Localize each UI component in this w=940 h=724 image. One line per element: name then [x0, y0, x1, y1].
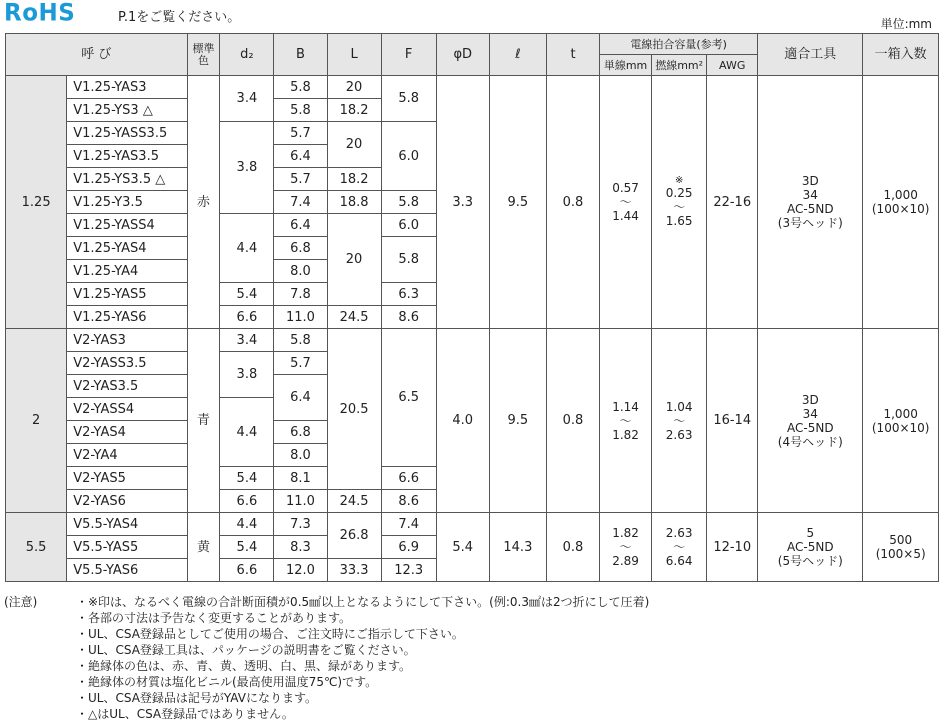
single-wire-cell: [600, 513, 652, 582]
group-size: 5.5: [6, 513, 67, 582]
part-number: V1.25-YAS4: [67, 237, 187, 260]
stranded-wire-cell: [652, 513, 707, 582]
f-cell: 5.8: [381, 237, 436, 283]
tool-cell: [758, 329, 863, 513]
tool-cell: [758, 513, 863, 582]
b-cell: 5.7: [274, 122, 327, 145]
col-hyojun: 標準色: [187, 34, 220, 76]
note-item: ・絶縁体の材質は塩化ビニル(最高使用温度75℃)です。: [76, 675, 378, 689]
part-number: V1.25-YS3 △: [67, 99, 187, 122]
note-item: ・UL、CSA登録品としてご使用の場合、ご注文時にご指示して下さい。: [76, 627, 464, 641]
part-number: V1.25-Y3.5: [67, 191, 187, 214]
note-item: ・UL、CSA登録品は記号がYAVになります。: [76, 691, 317, 705]
tool-line: 5: [806, 526, 815, 540]
stranded-max: 1.65: [665, 214, 693, 228]
part-number: V1.25-YAS6: [67, 306, 187, 329]
part-number: V1.25-YS3.5 △: [67, 168, 187, 191]
tool-cell: [758, 76, 863, 329]
b-cell: 11.0: [274, 306, 327, 329]
tool-line: 34: [802, 406, 818, 421]
part-number: V1.25-YA4: [67, 260, 187, 283]
b-cell: 7.3: [274, 513, 327, 536]
b-cell: 6.4: [274, 214, 327, 237]
tool-line: AC-5ND: [787, 420, 834, 435]
part-number: V2-YAS4: [67, 421, 187, 444]
part-number: V1.25-YASS4: [67, 214, 187, 237]
phid-cell: 4.0: [436, 329, 489, 513]
stranded-max: 2.63: [665, 427, 693, 442]
d2-cell: 4.4: [220, 398, 274, 467]
part-number: V2-YAS5: [67, 467, 187, 490]
b-cell: 5.8: [274, 99, 327, 122]
d2-cell: 5.4: [220, 283, 274, 306]
f-cell: 6.0: [381, 122, 436, 191]
b-cell: 6.8: [274, 421, 327, 444]
l-len-cell: 14.3: [489, 513, 546, 582]
d2-cell: 3.4: [220, 76, 274, 122]
d2-cell: 3.8: [220, 352, 274, 398]
l-cell: 18.2: [327, 168, 381, 191]
b-cell: 6.4: [274, 145, 327, 168]
tool-line: 34: [802, 188, 818, 202]
col-F: F: [381, 34, 436, 76]
qty-cell: [863, 329, 939, 513]
l-len-cell: 9.5: [489, 76, 546, 329]
b-cell: 5.8: [274, 76, 327, 99]
note-item: ・各部の寸法は予告なく変更することがあります。: [76, 611, 352, 625]
note-mark: ※: [674, 175, 684, 186]
notes-list: [76, 594, 649, 722]
part-number: V2-YAS6: [67, 490, 187, 513]
stranded-min: 1.04: [665, 399, 693, 414]
col-awg: AWG: [707, 55, 758, 76]
d2-cell: 4.4: [220, 513, 274, 536]
b-cell: 5.7: [274, 168, 327, 191]
phid-cell: 5.4: [436, 513, 489, 582]
tool-line: AC-5ND: [787, 202, 834, 216]
col-single: 単線mm: [600, 55, 652, 76]
l-cell: 20.5: [327, 329, 381, 490]
phid-cell: 3.3: [436, 76, 489, 329]
b-cell: 7.8: [274, 283, 327, 306]
l-cell: 18.8: [327, 191, 381, 214]
note-item: ・※印は、なるべく電線の合計断面積が0.5㎟以上となるようにして下さい。(例:0.3㎟は2つ折にして圧着): [76, 595, 650, 609]
f-cell: 8.6: [381, 490, 436, 513]
qty-line: (100×5): [875, 547, 926, 561]
range-tilde: 〜: [673, 540, 686, 554]
single-max: 1.82: [612, 427, 639, 442]
col-yobi: 呼 び: [6, 34, 188, 76]
part-number: V2-YAS3.5: [67, 375, 187, 398]
l-cell: 18.2: [327, 99, 381, 122]
tool-line: AC-5ND: [787, 540, 834, 554]
qty-cell: [863, 513, 939, 582]
col-wire-range: 電線拍合容量(参考): [600, 34, 758, 55]
f-cell: 5.8: [381, 76, 436, 122]
awg-cell: 16-14: [707, 329, 758, 513]
d2-cell: 6.6: [220, 306, 274, 329]
awg-cell: 22-16: [707, 76, 758, 329]
d2-cell: 4.4: [220, 214, 274, 283]
l-cell: 20: [327, 76, 381, 99]
note-item: ・UL、CSA登録工具は、パッケージの説明書をご覧ください。: [76, 643, 416, 657]
color-cell: 黄: [187, 513, 220, 582]
notes-label: (注意): [4, 595, 38, 609]
part-number: V5.5-YAS5: [67, 536, 187, 559]
tool-line: 3D: [801, 392, 819, 407]
col-tool: 適合工具: [758, 34, 863, 76]
range-tilde: 〜: [619, 540, 632, 554]
f-cell: 6.9: [381, 536, 436, 559]
d2-cell: 3.8: [220, 122, 274, 214]
t-cell: 0.8: [546, 76, 599, 329]
d2-cell: 6.6: [220, 490, 274, 513]
l-cell: 33.3: [327, 559, 381, 582]
col-stranded: 撚線mm²: [652, 55, 707, 76]
b-cell: 5.7: [274, 352, 327, 375]
part-number: V1.25-YAS3.5: [67, 145, 187, 168]
stranded-wire-cell: [652, 329, 707, 513]
part-number: V1.25-YASS3.5: [67, 122, 187, 145]
tool-line: (3号ヘッド): [777, 216, 843, 230]
b-cell: 8.3: [274, 536, 327, 559]
d2-cell: 5.4: [220, 536, 274, 559]
b-cell: 6.4: [274, 375, 327, 421]
color-cell: 青: [187, 329, 220, 513]
l-len-cell: 9.5: [489, 329, 546, 513]
b-cell: 6.8: [274, 237, 327, 260]
qty-line: 500: [889, 533, 913, 547]
part-number: V2-YA4: [67, 444, 187, 467]
col-d2: d₂: [220, 34, 274, 76]
tool-line: (4号ヘッド): [777, 434, 843, 449]
qty-line: 1,000: [883, 188, 918, 202]
b-cell: 11.0: [274, 490, 327, 513]
single-max: 2.89: [612, 554, 639, 568]
b-cell: 7.4: [274, 191, 327, 214]
stranded-max: 6.64: [665, 554, 693, 568]
spec-table: [5, 33, 939, 582]
l-cell: 20: [327, 214, 381, 306]
f-cell: 12.3: [381, 559, 436, 582]
d2-cell: 5.4: [220, 467, 274, 490]
part-number: V5.5-YAS6: [67, 559, 187, 582]
col-t: t: [546, 34, 599, 76]
l-cell: 24.5: [327, 306, 381, 329]
single-min: 0.57: [612, 181, 639, 195]
t-cell: 0.8: [546, 513, 599, 582]
range-tilde: 〜: [673, 413, 686, 428]
group-size: 1.25: [6, 76, 67, 329]
part-number: V2-YASS3.5: [67, 352, 187, 375]
col-phiD: φD: [436, 34, 489, 76]
f-cell: 6.6: [381, 467, 436, 490]
d2-cell: 6.6: [220, 559, 274, 582]
range-tilde: 〜: [619, 413, 632, 428]
col-qty: 一箱入数: [863, 34, 939, 76]
part-number: V1.25-YAS5: [67, 283, 187, 306]
tool-line: (5号ヘッド): [777, 554, 843, 568]
single-min: 1.82: [612, 526, 639, 540]
b-cell: 5.8: [274, 329, 327, 352]
note-item: ・△はUL、CSA登録品ではありません。: [76, 707, 294, 721]
qty-cell: [863, 76, 939, 329]
b-cell: 12.0: [274, 559, 327, 582]
color-cell: 赤: [187, 76, 220, 329]
qty-line: (100×10): [871, 420, 930, 435]
awg-cell: 12-10: [707, 513, 758, 582]
b-cell: 8.0: [274, 444, 327, 467]
part-number: V1.25-YAS3: [67, 76, 187, 99]
range-tilde: 〜: [619, 195, 632, 209]
part-number: V2-YAS3: [67, 329, 187, 352]
qty-line: (100×10): [871, 202, 930, 216]
f-cell: 8.6: [381, 306, 436, 329]
f-cell: 6.0: [381, 214, 436, 237]
b-cell: 8.1: [274, 467, 327, 490]
b-cell: 8.0: [274, 260, 327, 283]
part-number: V5.5-YAS4: [67, 513, 187, 536]
part-number: V2-YASS4: [67, 398, 187, 421]
single-min: 1.14: [612, 399, 639, 414]
single-wire-cell: [600, 76, 652, 329]
f-cell: 6.3: [381, 283, 436, 306]
f-cell: 5.8: [381, 191, 436, 214]
range-tilde: 〜: [673, 200, 686, 214]
single-max: 1.44: [612, 209, 639, 223]
group-size: 2: [6, 329, 67, 513]
reference-note: P.1をご覧ください。: [118, 10, 241, 25]
unit-label: 単位:mm: [880, 17, 932, 31]
l-cell: 26.8: [327, 513, 381, 559]
d2-cell: 3.4: [220, 329, 274, 352]
stranded-wire-cell: [652, 76, 707, 329]
col-L: L: [327, 34, 381, 76]
f-cell: 7.4: [381, 513, 436, 536]
col-B: B: [274, 34, 327, 76]
t-cell: 0.8: [546, 329, 599, 513]
tool-line: 3D: [801, 174, 819, 188]
f-cell: 6.5: [381, 329, 436, 467]
single-wire-cell: [600, 329, 652, 513]
stranded-min: 0.25: [665, 186, 693, 200]
stranded-min: 2.63: [665, 526, 693, 540]
note-item: ・絶縁体の色は、赤、青、黄、透明、白、黒、緑があります。: [76, 659, 412, 673]
qty-line: 1,000: [883, 406, 918, 421]
l-cell: 24.5: [327, 490, 381, 513]
l-cell: 20: [327, 122, 381, 168]
rohs-logo: RoHS: [4, 0, 76, 27]
col-l: ℓ: [489, 34, 546, 76]
page-header: [0, 0, 940, 30]
